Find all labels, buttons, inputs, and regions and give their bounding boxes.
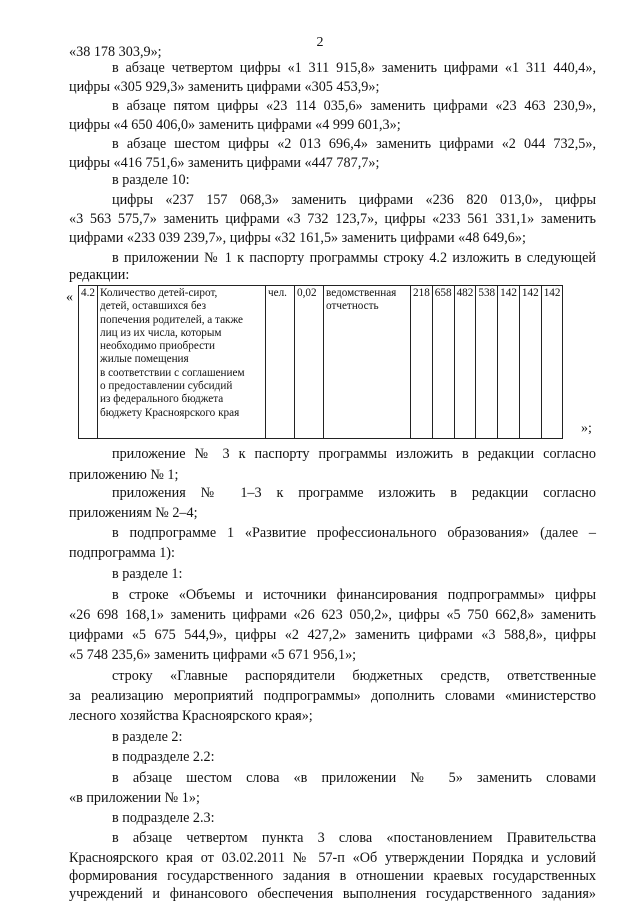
text-line: «3 563 575,7» заменить цифрами «3 732 123,7», цифры «233 561 331,1» заменить — [69, 211, 596, 227]
text-line: редакции: — [69, 267, 130, 283]
value-cell: 658 — [432, 286, 454, 439]
indicator-name: Количество детей-сирот, детей, оставшихся без попечения родителей, а также лиц из их числа, которым необходимо приобрести жилые помещения в соответствии с соглашением о предоставлении субсидий из федерального бюджета бюджету Красноярского края — [98, 286, 266, 439]
table-open-quote: « — [66, 290, 73, 305]
text-line: цифры «305 929,3» заменить цифрами «305 453,9»; — [69, 79, 380, 95]
unit-cell: чел. — [266, 286, 295, 439]
section-heading: в разделе 1: — [112, 566, 183, 582]
section-heading: в разделе 10: — [112, 172, 190, 188]
value-cell: 142 — [498, 286, 520, 439]
text-line: в абзаце четвертом цифры «1 311 915,8» заменить цифрами «1 311 440,4», — [112, 60, 596, 76]
text-line: в абзаце шестом слова «в приложении № 5» заменить словами — [112, 770, 596, 786]
row-number: 4.2 — [79, 286, 98, 439]
text-line: строку «Главные распорядители бюджетных средств, ответственные — [112, 668, 596, 684]
value-cell: 142 — [519, 286, 541, 439]
section-heading: в подразделе 2.2: — [112, 749, 215, 765]
text-line: лесного хозяйства Красноярского края»; — [69, 708, 313, 724]
page-number: 2 — [316, 35, 324, 50]
table-row — [79, 286, 563, 439]
value-cell: 482 — [454, 286, 476, 439]
text-line: приложению № 1; — [69, 467, 179, 483]
text-line: приложениям № 2–4; — [69, 505, 198, 521]
text-line: цифры «237 157 068,3» заменить цифрами «236 820 013,0», цифры — [112, 192, 596, 208]
value-cell: 538 — [476, 286, 498, 439]
weight-cell: 0,02 — [295, 286, 324, 439]
text-line: в подпрограмме 1 «Развитие профессионального образования» (далее – — [112, 525, 596, 541]
text-line: «в приложении № 1»; — [69, 790, 200, 806]
source-cell: ведомственная отчетность — [324, 286, 411, 439]
text-line: в абзаце пятом цифры «23 114 035,6» заменить цифрами «23 463 230,9», — [112, 98, 596, 114]
section-heading: в подразделе 2.3: — [112, 810, 215, 826]
text-line: учреждений и финансового обеспечения выполнения государственного задания» — [69, 886, 596, 902]
text-line: за реализацию мероприятий подпрограммы» дополнить словами «министерство — [69, 688, 596, 704]
text-line: формирования государственного задания в отношении краевых государственных — [69, 868, 596, 884]
text-line: цифрами «5 675 544,9», цифры «2 427,2» заменить цифрами «3 588,8», цифры — [69, 627, 596, 643]
section-heading: в разделе 2: — [112, 729, 183, 745]
indicator-table — [78, 285, 563, 439]
text-line: «26 698 168,1» заменить цифрами «26 623 050,2», цифры «5 750 662,8» заменить — [69, 607, 596, 623]
text-line: приложения № 1–3 к программе изложить в редакции согласно — [112, 485, 596, 501]
value-cell: 218 — [411, 286, 433, 439]
text-line: в строке «Объемы и источники финансирования подпрограммы» цифры — [112, 587, 596, 603]
text-line: в приложении № 1 к паспорту программы строку 4.2 изложить в следующей — [112, 250, 596, 266]
table-close-quote: »; — [581, 421, 592, 436]
text-line: цифры «416 751,6» заменить цифрами «447 787,7»; — [69, 155, 380, 171]
text-line: подпрограмма 1): — [69, 545, 175, 561]
text-line: цифрами «233 039 239,7», цифры «32 161,5» заменить цифрами «48 649,6»; — [69, 230, 526, 246]
text-line: Красноярского края от 03.02.2011 № 57-п «Об утверждении Порядка и условий — [69, 850, 596, 866]
text-line: «38 178 303,9»; — [69, 44, 162, 60]
text-line: в абзаце шестом цифры «2 013 696,4» заменить цифрами «2 044 732,5», — [112, 136, 596, 152]
text-line: «5 748 235,6» заменить цифрами «5 671 956,1»; — [69, 647, 357, 663]
text-line: в абзаце четвертом пункта 3 слова «постановлением Правительства — [112, 830, 596, 846]
value-cell: 142 — [541, 286, 563, 439]
text-line: цифры «4 650 406,0» заменить цифрами «4 999 601,3»; — [69, 117, 401, 133]
text-line: приложение № 3 к паспорту программы изложить в редакции согласно — [112, 446, 596, 462]
